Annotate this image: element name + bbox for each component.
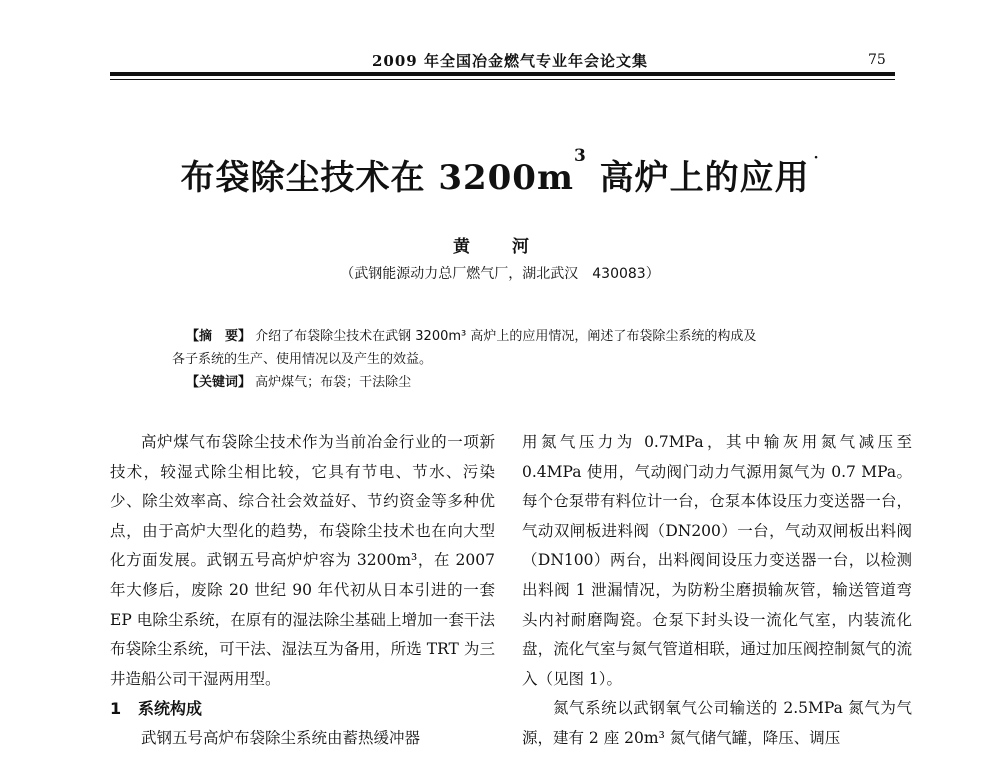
header-rule-thin xyxy=(110,79,895,80)
paper-title xyxy=(100,146,900,199)
title-superscript: 3 xyxy=(573,146,587,166)
keywords-label: 【关键词】 xyxy=(186,375,252,390)
section-heading xyxy=(110,694,495,724)
abstract-line-2: 各子系统的生产、使用情况以及产生的效益。 xyxy=(172,352,433,367)
author-name: 黄 河 xyxy=(453,237,547,257)
author-affiliation: （武钢能源动力总厂燃气厂，湖北武汉 430083） xyxy=(340,266,660,282)
title-footnote-mark: · xyxy=(813,150,820,166)
abstract-label: 【摘 要】 xyxy=(186,329,252,344)
keywords-text: 高炉煤气；布袋；干法除尘 xyxy=(255,375,412,390)
running-header-title: 2009 年全国冶金燃气专业年会论文集 xyxy=(372,52,648,70)
page-number: 75 xyxy=(868,52,886,68)
section-number: 1 xyxy=(110,699,122,719)
title-text-after: 高炉上的应用 xyxy=(586,158,810,198)
keywords-line xyxy=(172,371,872,394)
section-title: 系统构成 xyxy=(138,699,203,719)
body-paragraph: 用氮气压力为 0.7MPa，其中输灰用氮气减压至 0.4MPa 使用，气动阀门动力气源用氮气为 0.7 MPa。每个仓泵带有料位计一台，仓泵本体设压力变送器一台，气动双闸板进料阀（DN200）一台，气动双闸板出料阀（DN100）两台，出料阀间设压力变送器一台，以检测出料阀 1 泄漏情况，为防粉尘磨损输灰管，输送管道弯头内衬耐磨陶瓷。仓泵下封头设一流化气室，内装流化盘，流化气室与氮气管道相联，通过加压阀控制氮气的流入（见图 1）。 xyxy=(522,433,912,688)
body-column-left xyxy=(110,428,495,754)
body-column-right xyxy=(522,428,912,754)
body-paragraph: 武钢五号高炉布袋除尘系统由蓄热缓冲器 xyxy=(141,728,421,747)
title-text-before: 布袋除尘技术在 3200m xyxy=(180,158,574,198)
body-paragraph: 高炉煤气布袋除尘技术作为当前冶金行业的一项新技术，较湿式除尘相比较，它具有节电、节水、污染少、除尘效率高、综合社会效益好、节约资金等多种优点，由于高炉大型化的趋势，布袋除尘技术也在向大型化方面发展。武钢五号高炉炉容为 3200m³，在 2007 年大修后，废除 20 世纪 90 年代初从日本引进的一套 EP 电除尘系统，在原有的湿法除尘基础上增加一套干法布袋除尘系统，可干法、湿法互为备用，所选 TRT 为三井造船公司干湿两用型。 xyxy=(110,433,495,688)
abstract-text-1: 介绍了布袋除尘技术在武钢 3200m³ 高炉上的应用情况，阐述了布袋除尘系统的构成及 xyxy=(255,329,757,344)
abstract-block xyxy=(172,325,872,394)
header-rule-thick xyxy=(110,72,895,76)
body-paragraph: 氮气系统以武钢氧气公司输送的 2.5MPa 氮气为气源，建有 2 座 20m³ 氮气储气罐，降压、调压 xyxy=(522,699,912,747)
abstract-line-1 xyxy=(172,325,872,348)
